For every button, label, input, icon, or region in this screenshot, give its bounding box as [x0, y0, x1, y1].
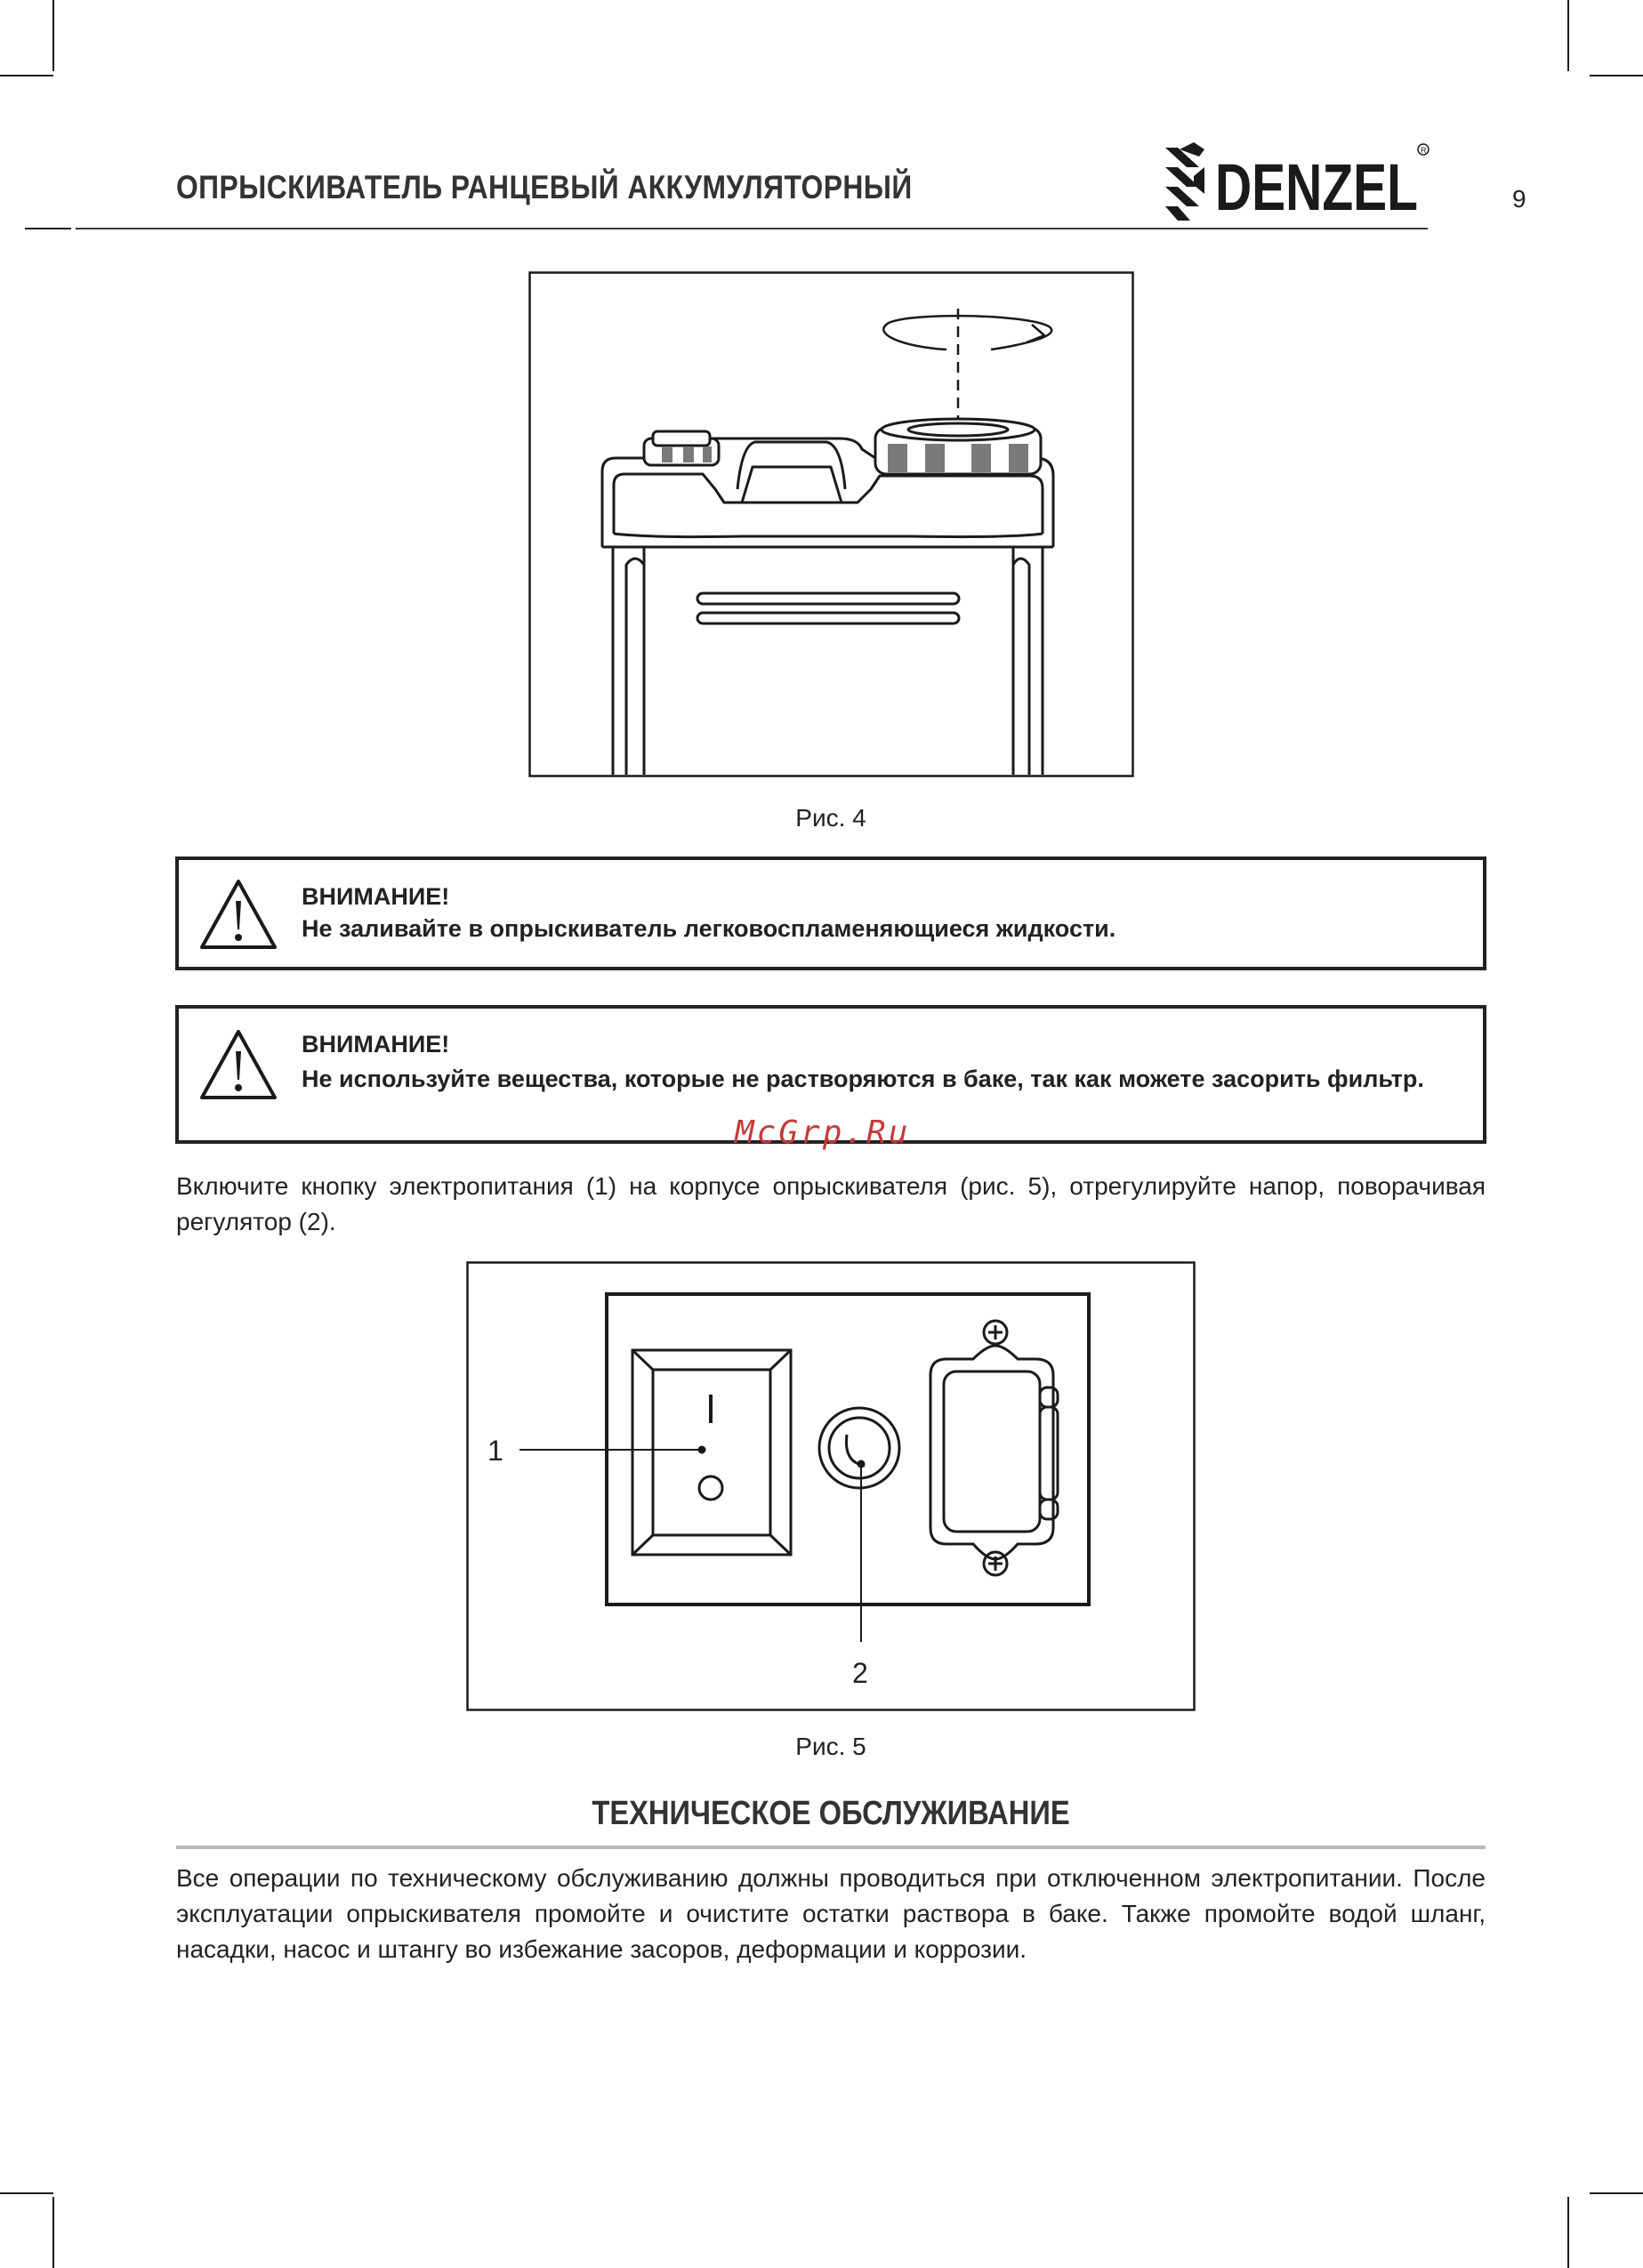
header-rule	[76, 228, 1428, 229]
crop-mark	[1590, 2192, 1643, 2194]
crop-mark	[25, 228, 71, 229]
callout-label-1: 1	[487, 1435, 503, 1467]
section-rule	[176, 1846, 1486, 1849]
figure-4	[528, 271, 1134, 777]
warning-title: ВНИМАНИЕ!	[302, 883, 450, 910]
crop-mark	[1567, 0, 1569, 71]
section-title: ТЕХНИЧЕСКОЕ ОБСЛУЖИВАНИЕ	[592, 1795, 1070, 1832]
figure-4-caption: Рис. 4	[795, 804, 866, 832]
warning-title: ВНИМАНИЕ!	[302, 1031, 450, 1058]
warning-triangle-icon	[198, 1028, 278, 1101]
crop-mark	[0, 2192, 53, 2194]
brand-emblem-icon	[1165, 142, 1204, 221]
maintenance-paragraph: Все операции по техническому обслуживанию должны проводиться при отключенном электропитании. После эксплуатации опрыскивателя промойте и очистите остатки раствора в баке. Также промойте водой шланг, насадки, насос и штангу во избежание засоров, деформации и коррозии.	[176, 1864, 1486, 1963]
instruction-paragraph: Включите кнопку электропитания (1) на корпусе опрыскивателя (рис. 5), отрегулируйте напор, поворачивая регулятор (2).	[176, 1172, 1486, 1235]
crop-mark	[0, 75, 53, 76]
callout-label-2: 2	[852, 1657, 868, 1689]
crop-mark	[52, 0, 54, 71]
crop-mark	[1567, 2197, 1569, 2268]
crop-mark	[52, 2197, 54, 2268]
warning-box	[175, 857, 1486, 970]
watermark: McGrp.Ru	[735, 1114, 911, 1151]
page-number: 9	[1512, 185, 1526, 213]
svg-text:R: R	[1421, 146, 1427, 155]
warning-text: Не заливайте в опрыскиватель легковоспламеняющиеся жидкости.	[302, 915, 1116, 942]
warning-text: Не используйте вещества, которые не растворяются в баке, так как можете засорить фильтр.	[302, 1066, 1424, 1092]
figure-5	[466, 1261, 1196, 1711]
warning-triangle-icon	[198, 878, 278, 951]
document-title: ОПРЫСКИВАТЕЛЬ РАНЦЕВЫЙ АККУМУЛЯТОРНЫЙ	[176, 169, 913, 205]
figure-5-caption: Рис. 5	[795, 1733, 866, 1760]
crop-mark	[1590, 75, 1643, 76]
brand-logo	[1164, 141, 1430, 222]
svg-text:DENZEL: DENZEL	[1215, 150, 1418, 222]
